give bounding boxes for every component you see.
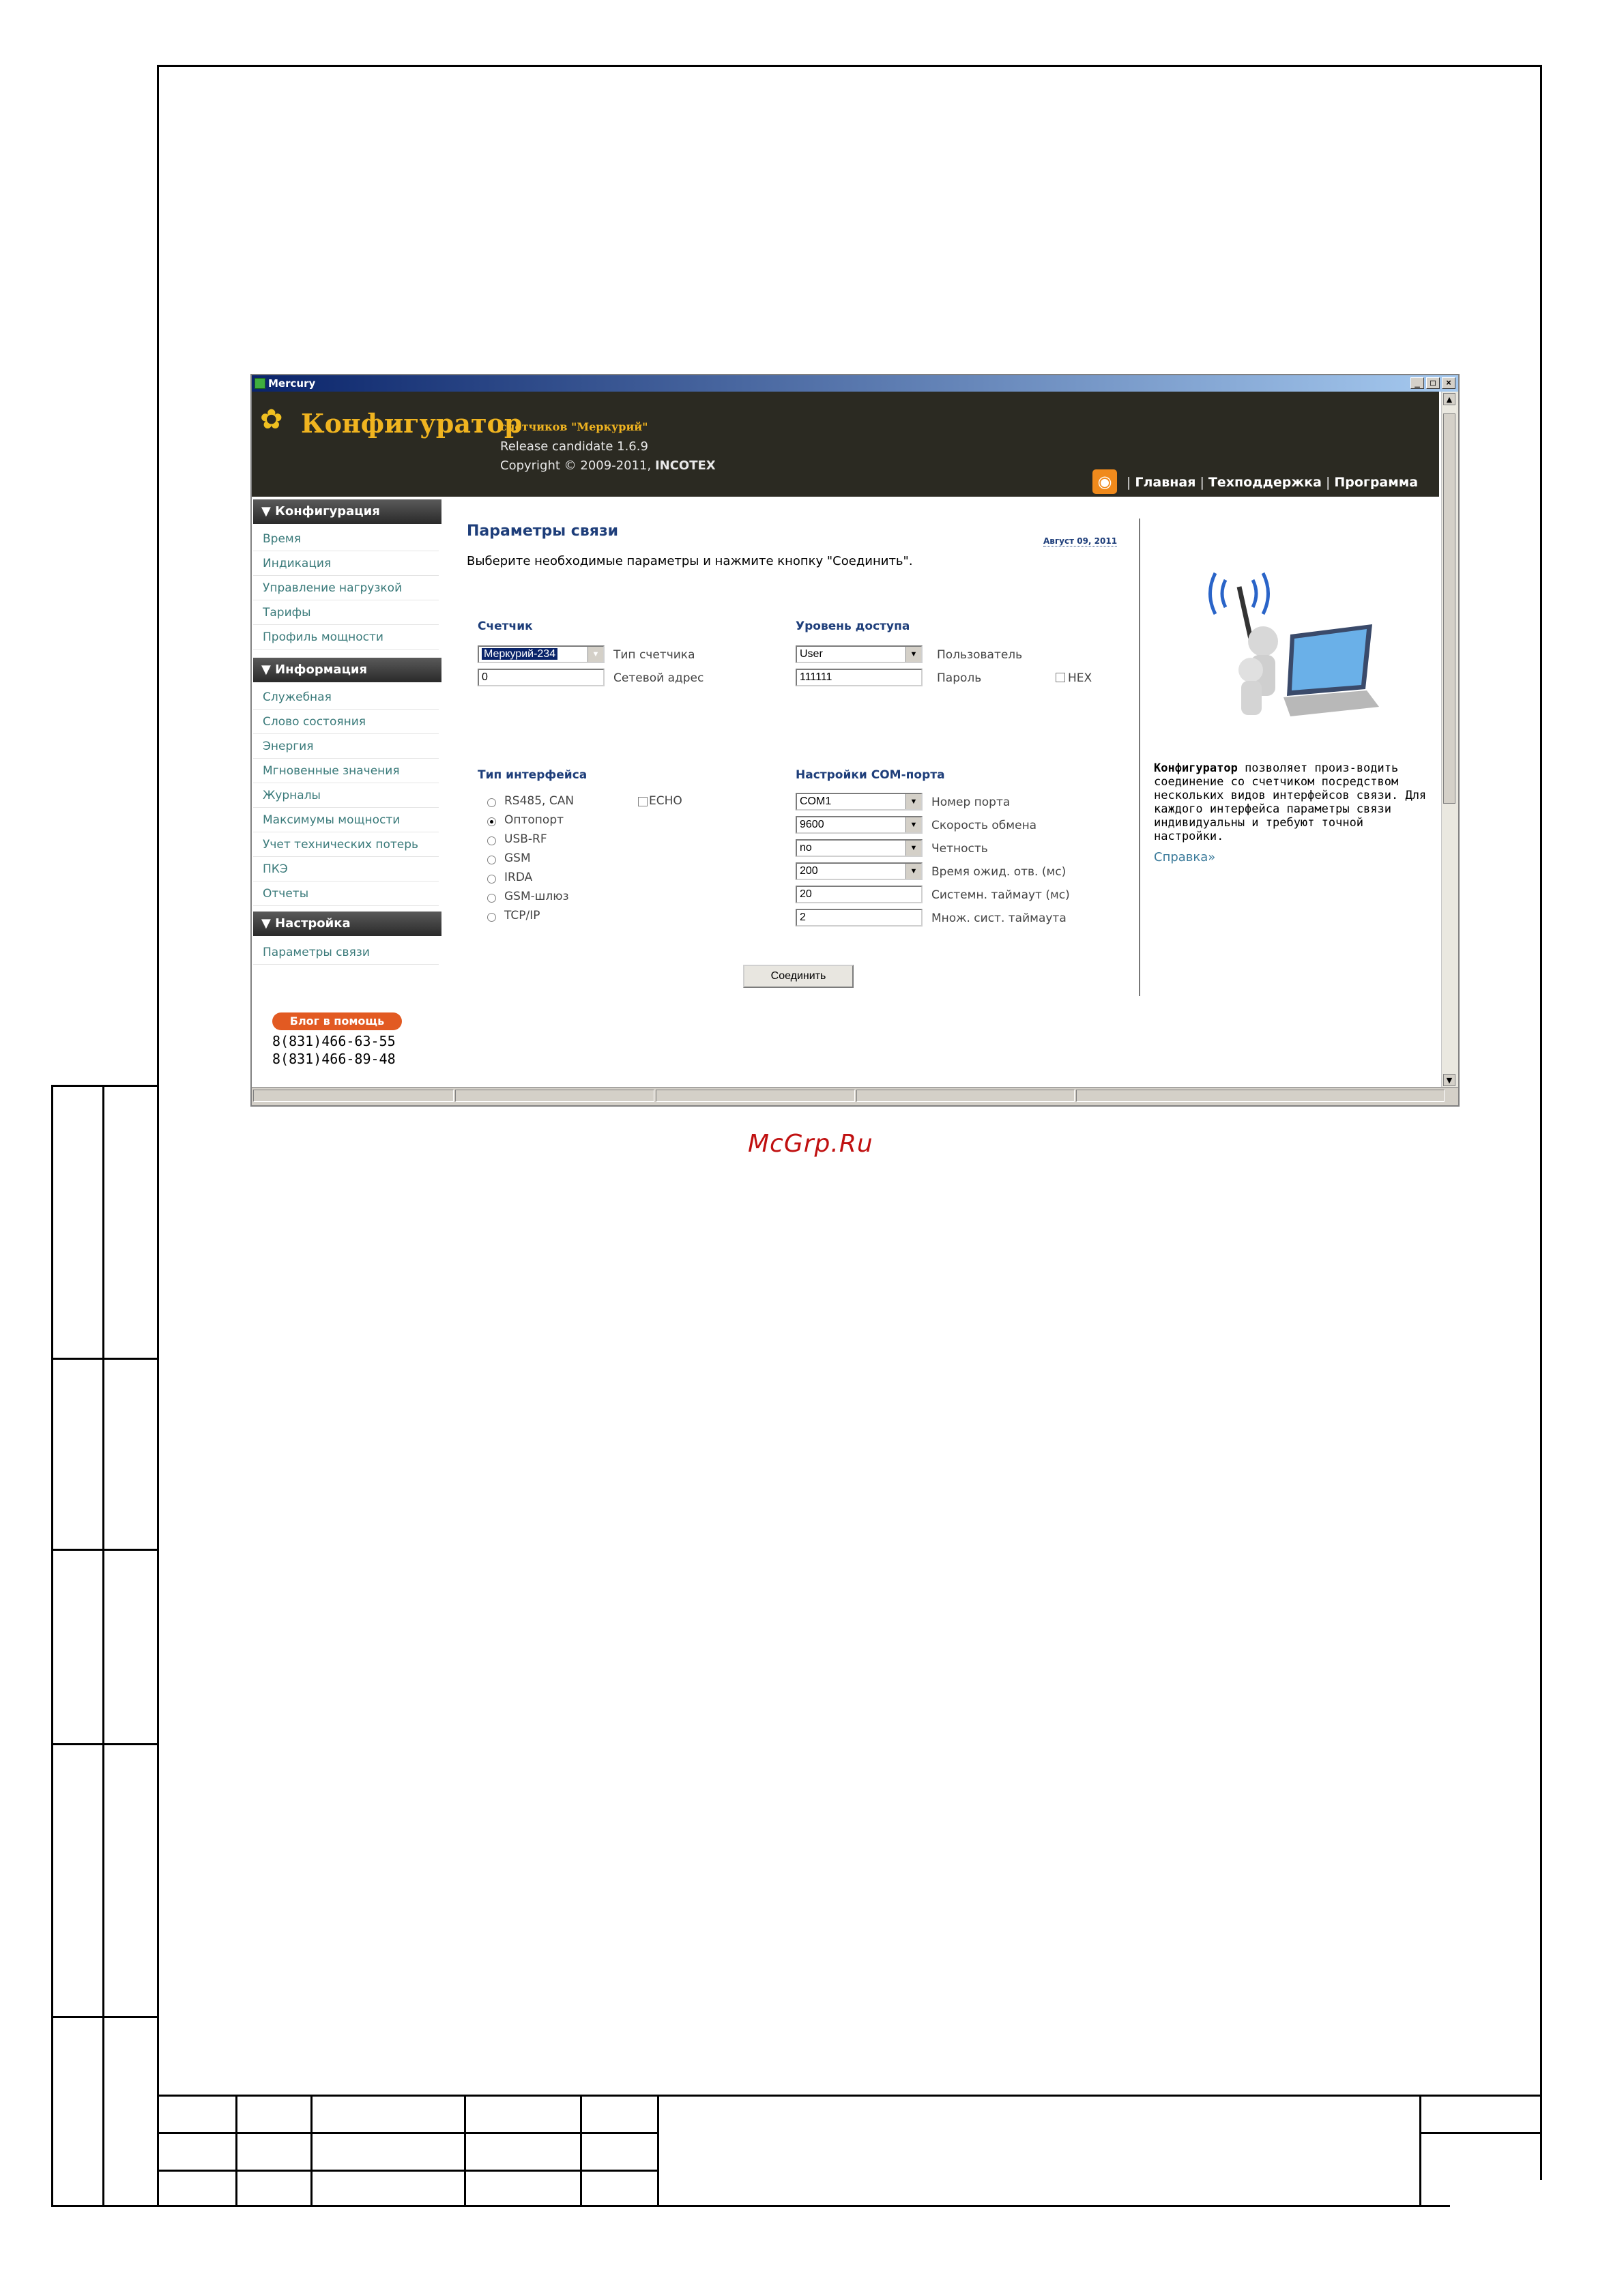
minimize-button[interactable]: _ xyxy=(1410,377,1424,389)
watermark: McGrp.Ru xyxy=(748,1130,873,1158)
interface-option-irda: IRDA xyxy=(504,871,533,884)
radio-usb-rf[interactable] xyxy=(487,836,496,845)
sidebar-item-status-word[interactable]: Слово состояния xyxy=(253,710,439,734)
scroll-thumb[interactable] xyxy=(1443,413,1455,804)
sidebar-section-information[interactable]: ▼ Информация xyxy=(253,658,441,682)
margin-col-line-2 xyxy=(102,1085,104,2207)
margin-row-4 xyxy=(51,1743,159,1745)
phone-number-1: 8(831)466-63-55 xyxy=(272,1033,396,1049)
frame-left-edge xyxy=(157,65,159,2207)
frame-bottom-edge xyxy=(51,2205,1450,2207)
nav-link-program[interactable]: Программа xyxy=(1334,475,1419,490)
page-date: Август 09, 2011 xyxy=(1043,536,1118,546)
maximize-button[interactable]: □ xyxy=(1426,377,1440,389)
system-timeout-label: Системн. таймаут (мс) xyxy=(931,888,1070,902)
nav-link-home[interactable]: Главная xyxy=(1135,475,1196,490)
app-window xyxy=(250,374,1460,1107)
status-cell xyxy=(253,1090,454,1102)
scroll-up-icon[interactable]: ▲ xyxy=(1443,393,1455,405)
titleblock-col-4 xyxy=(580,2095,582,2207)
access-heading: Уровень доступа xyxy=(796,619,910,633)
password-input[interactable]: 111111 xyxy=(796,669,923,686)
gear-icon: ✿ xyxy=(260,404,283,435)
nav-separator: | xyxy=(1325,475,1331,490)
frame-top-edge xyxy=(157,65,1542,67)
sidebar-item-reports[interactable]: Отчеты xyxy=(253,881,439,906)
sidebar-item-connection-params[interactable]: Параметры связи xyxy=(253,940,439,965)
margin-col-line-1 xyxy=(51,1085,53,2207)
titleblock-top xyxy=(157,2095,1542,2097)
status-cell xyxy=(1076,1090,1445,1102)
info-text xyxy=(1154,761,1427,843)
parity-value: no xyxy=(800,842,812,854)
sidebar-item-service[interactable]: Служебная xyxy=(253,685,439,710)
content-divider xyxy=(1139,519,1140,996)
radio-optoport[interactable] xyxy=(487,817,496,826)
radio-gsm-gateway[interactable] xyxy=(487,894,496,903)
close-button[interactable]: × xyxy=(1442,377,1455,389)
sidebar-item-power-maximums[interactable]: Максимумы мощности xyxy=(253,808,439,832)
network-address-input[interactable]: 0 xyxy=(478,669,605,686)
com-port-select[interactable] xyxy=(796,793,923,811)
parity-label: Четность xyxy=(931,842,988,856)
com-heading: Настройки COM-порта xyxy=(796,768,945,782)
nav-separator: | xyxy=(1200,475,1204,490)
chevron-down-icon[interactable]: ▼ xyxy=(905,817,921,832)
margin-row-3 xyxy=(51,1549,159,1551)
system-timeout-input[interactable]: 20 xyxy=(796,886,923,903)
logo-subtitle: счетчиков "Меркурий" xyxy=(500,420,648,433)
parity-select[interactable] xyxy=(796,839,923,857)
info-bold: Конфигуратор xyxy=(1154,761,1238,775)
access-user-label: Пользователь xyxy=(937,648,1023,662)
access-user-select[interactable] xyxy=(796,645,923,663)
nav-separator: | xyxy=(1127,475,1131,490)
chevron-down-icon[interactable]: ▼ xyxy=(905,794,921,809)
phone-number-2: 8(831)466-89-48 xyxy=(272,1051,396,1067)
titleblock-col-5 xyxy=(657,2095,659,2207)
sidebar-item-pke[interactable]: ПКЭ xyxy=(253,857,439,881)
interface-option-gsm-gateway: GSM-шлюз xyxy=(504,890,569,903)
vertical-scrollbar[interactable] xyxy=(1441,392,1458,1088)
sidebar-section-configuration[interactable]: ▼ Конфигурация xyxy=(253,499,441,524)
titleblock-row-1 xyxy=(157,2132,658,2134)
release-version: Release candidate 1.6.9 xyxy=(500,439,648,454)
sidebar-item-tariffs[interactable]: Тарифы xyxy=(253,600,439,625)
margin-row-2 xyxy=(51,1358,159,1360)
status-cell xyxy=(856,1090,1075,1102)
wait-time-label: Время ожид. отв. (мс) xyxy=(931,865,1067,879)
scroll-down-icon[interactable]: ▼ xyxy=(1443,1074,1455,1086)
sidebar-item-time[interactable]: Время xyxy=(253,527,439,551)
sidebar-item-energy[interactable]: Энергия xyxy=(253,734,439,759)
page-title: Параметры связи xyxy=(467,523,619,540)
margin-row-5 xyxy=(51,2016,159,2018)
radio-tcpip[interactable] xyxy=(487,913,496,922)
interface-option-optoport: Оптопорт xyxy=(504,813,564,827)
baud-rate-select[interactable] xyxy=(796,816,923,834)
timeout-multiplier-label: Множ. сист. таймаута xyxy=(931,912,1067,925)
baud-rate-value: 9600 xyxy=(800,819,824,830)
app-header xyxy=(252,392,1439,497)
echo-checkbox[interactable] xyxy=(638,797,648,806)
title-bar[interactable] xyxy=(252,375,1458,392)
status-cell xyxy=(455,1090,654,1102)
status-cell xyxy=(656,1090,855,1102)
wait-time-select[interactable] xyxy=(796,862,923,880)
timeout-multiplier-input[interactable]: 2 xyxy=(796,909,923,927)
rss-icon[interactable]: ◉ xyxy=(1092,469,1117,494)
wait-time-value: 200 xyxy=(800,865,818,877)
radio-rs485[interactable] xyxy=(487,798,496,807)
window-title: Mercury xyxy=(268,377,316,390)
meter-type-value: Меркурий-234 xyxy=(482,648,557,660)
connection-illustration xyxy=(1188,546,1386,744)
hex-checkbox[interactable] xyxy=(1056,673,1065,682)
interface-option-gsm: GSM xyxy=(504,851,531,865)
logo-title: Конфигуратор xyxy=(301,408,523,439)
chevron-down-icon[interactable]: ▼ xyxy=(905,841,921,856)
network-address-label: Сетевой адрес xyxy=(613,671,704,685)
baud-rate-label: Скорость обмена xyxy=(931,819,1037,832)
connect-button[interactable]: Соединить xyxy=(743,965,854,988)
copyright-company: INCOTEX xyxy=(654,458,716,473)
interface-option-tcpip: TCP/IP xyxy=(504,909,540,922)
chevron-down-icon[interactable]: ▼ xyxy=(905,864,921,879)
hex-label: HEX xyxy=(1068,671,1092,685)
com-port-label: Номер порта xyxy=(931,796,1011,809)
chevron-down-icon[interactable]: ▼ xyxy=(588,647,603,662)
sidebar-item-indication[interactable]: Индикация xyxy=(253,551,439,576)
sidebar-item-instant-values[interactable]: Мгновенные значения xyxy=(253,759,439,783)
antenna-laptop-illustration xyxy=(1188,546,1386,744)
titleblock-row-2 xyxy=(157,2170,658,2172)
titleblock-col-3 xyxy=(464,2095,466,2207)
meter-type-label: Тип счетчика xyxy=(613,648,695,662)
titleblock-col-2 xyxy=(310,2095,313,2207)
nav-link-support[interactable]: Техподдержка xyxy=(1208,475,1322,490)
password-label: Пароль xyxy=(937,671,982,685)
radio-gsm[interactable] xyxy=(487,856,496,864)
interface-heading: Тип интерфейса xyxy=(478,768,588,782)
sidebar-item-journals[interactable]: Журналы xyxy=(253,783,439,808)
sidebar-section-settings[interactable]: ▼ Настройка xyxy=(253,912,441,936)
titleblock-col-6 xyxy=(1419,2095,1421,2207)
interface-option-rs485: RS485, CAN xyxy=(504,794,575,808)
help-link[interactable]: Справка» xyxy=(1154,850,1216,864)
meter-type-select[interactable] xyxy=(478,645,605,663)
chevron-down-icon[interactable]: ▼ xyxy=(905,647,921,662)
access-user-value: User xyxy=(800,648,823,660)
com-port-value: COM1 xyxy=(800,796,832,807)
sidebar-item-load-control[interactable]: Управление нагрузкой xyxy=(253,576,439,600)
margin-row-1 xyxy=(51,1085,159,1087)
blog-button[interactable]: Блог в помощь xyxy=(272,1012,402,1030)
status-bar xyxy=(252,1087,1458,1105)
copyright-prefix: Copyright © 2009-2011, xyxy=(500,458,655,473)
titleblock-col-1 xyxy=(235,2095,237,2207)
radio-irda[interactable] xyxy=(487,875,496,884)
titleblock-right-row xyxy=(1419,2132,1542,2134)
copyright xyxy=(500,458,716,473)
page-description: Выберите необходимые параметры и нажмите кнопку "Соединить". xyxy=(467,554,913,568)
sidebar-item-technical-losses[interactable]: Учет технических потерь xyxy=(253,832,439,857)
meter-heading: Счетчик xyxy=(478,619,533,633)
info-body: позволяет произ-водить соединение со счетчиком посредством нескольких видов интерфейсов связи. Для каждого интерфейса параметры связи индивидуальны и требуют точной настройки. xyxy=(1154,761,1427,843)
app-icon xyxy=(255,378,265,389)
interface-option-usb-rf: USB-RF xyxy=(504,832,547,846)
frame-right-edge xyxy=(1540,65,1542,2180)
echo-label: ECHO xyxy=(649,794,682,808)
sidebar-item-power-profile[interactable]: Профиль мощности xyxy=(253,625,439,650)
top-nav xyxy=(1122,475,1418,490)
